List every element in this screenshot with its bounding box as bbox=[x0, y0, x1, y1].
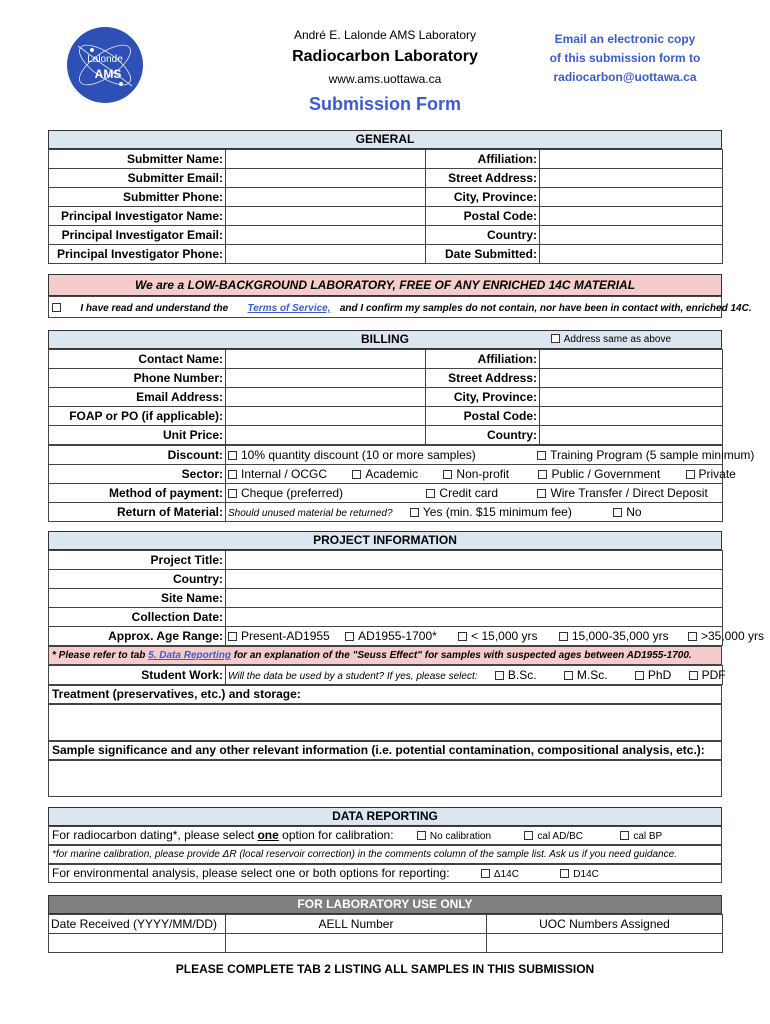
table-row bbox=[49, 570, 723, 589]
project-country-label: Country: bbox=[49, 570, 226, 589]
age-15000-35000-label: 15,000-35,000 yrs bbox=[571, 629, 669, 643]
logo-text-bottom: AMS bbox=[94, 67, 122, 81]
table-row bbox=[49, 369, 723, 388]
same-as-above-option[interactable] bbox=[551, 331, 671, 348]
street-address-field[interactable] bbox=[540, 169, 723, 188]
table-row bbox=[49, 426, 723, 445]
table-row bbox=[49, 666, 723, 685]
table-row bbox=[49, 388, 723, 407]
return-yes-checkbox[interactable] bbox=[410, 508, 419, 517]
calib-bp-checkbox[interactable] bbox=[620, 831, 629, 840]
table-row bbox=[49, 350, 723, 369]
billing-section bbox=[48, 330, 755, 522]
billing-options-table bbox=[48, 445, 755, 522]
project-title-field[interactable] bbox=[226, 551, 723, 570]
payment-wire-label: Wire Transfer / Direct Deposit bbox=[550, 486, 708, 500]
payment-cheque-checkbox[interactable] bbox=[228, 489, 237, 498]
student-table bbox=[48, 665, 726, 685]
affiliation-label: Affiliation: bbox=[426, 150, 540, 169]
lab-url[interactable]: www.ams.uottawa.ca bbox=[328, 72, 442, 86]
street-address-label: Street Address: bbox=[426, 169, 540, 188]
email-address-label: Email Address: bbox=[49, 388, 226, 407]
age-gt-35000-label: >35,000 yrs bbox=[700, 629, 764, 643]
project-title-label: Project Title: bbox=[49, 551, 226, 570]
env-d14c-label: D14C bbox=[573, 869, 599, 880]
table-row bbox=[49, 150, 723, 169]
sector-internal-checkbox[interactable] bbox=[228, 470, 237, 479]
discount-label: Discount: bbox=[49, 446, 226, 465]
seuss-note-b: for an explanation of the "Seuss Effect" for samples with suspected ages between AD1955-1700. bbox=[233, 650, 692, 661]
project-table bbox=[48, 550, 764, 646]
billing-city-label: City, Province: bbox=[426, 388, 540, 407]
table-row bbox=[49, 608, 723, 627]
date-submitted-label: Date Submitted: bbox=[426, 245, 540, 264]
sector-private-checkbox[interactable] bbox=[686, 470, 695, 479]
collection-date-label: Collection Date: bbox=[49, 608, 226, 627]
return-material-label: Return of Material: bbox=[49, 503, 226, 522]
table-row bbox=[49, 589, 723, 608]
age-1955-1700-label: AD1955-1700* bbox=[358, 629, 437, 643]
date-received-field[interactable] bbox=[49, 934, 226, 953]
treatment-field[interactable] bbox=[48, 704, 722, 741]
payment-cheque-label: Cheque (preferred) bbox=[241, 486, 344, 500]
agree-row bbox=[48, 296, 752, 318]
sector-public-label: Public / Government bbox=[551, 467, 661, 481]
table-row bbox=[49, 446, 723, 465]
billing-affiliation-label: Affiliation: bbox=[426, 350, 540, 369]
submitter-name-label: Submitter Name: bbox=[49, 150, 226, 169]
submitter-phone-label: Submitter Phone: bbox=[49, 188, 226, 207]
calib-adbc-label: cal AD/BC bbox=[537, 831, 583, 842]
low-background-section bbox=[48, 274, 752, 318]
table-row bbox=[49, 627, 723, 646]
project-country-field[interactable] bbox=[226, 570, 723, 589]
age-range-label: Approx. Age Range: bbox=[49, 627, 226, 646]
billing-street-label: Street Address: bbox=[426, 369, 540, 388]
env-d14c-checkbox[interactable] bbox=[560, 869, 569, 878]
sector-options bbox=[226, 465, 736, 484]
agree-checkbox[interactable] bbox=[52, 303, 61, 312]
student-bsc-label: B.Sc. bbox=[507, 668, 537, 682]
table-row bbox=[49, 934, 723, 953]
calib-text-b: option for calibration: bbox=[282, 828, 394, 842]
payment-method-label: Method of payment: bbox=[49, 484, 226, 503]
age-present-label: Present-AD1955 bbox=[241, 629, 330, 643]
same-as-above-label: Address same as above bbox=[563, 334, 671, 345]
unit-price-field[interactable] bbox=[226, 426, 426, 445]
return-no-checkbox[interactable] bbox=[613, 508, 622, 517]
sector-public-checkbox[interactable] bbox=[538, 470, 547, 479]
data-reporting-link[interactable]: 5. Data Reporting bbox=[148, 650, 231, 661]
email-address-field[interactable] bbox=[226, 388, 426, 407]
sector-nonprofit-checkbox[interactable] bbox=[443, 470, 452, 479]
submitter-name-field[interactable] bbox=[226, 150, 426, 169]
form-title: Submission Form bbox=[308, 94, 461, 114]
affiliation-field[interactable] bbox=[540, 150, 723, 169]
table-row bbox=[49, 551, 723, 570]
phone-number-field[interactable] bbox=[226, 369, 426, 388]
treatment-label: Treatment (preservatives, etc.) and storage: bbox=[48, 685, 722, 704]
calib-text-a: For radiocarbon dating*, please select bbox=[52, 828, 255, 842]
discount-10pct-label: 10% quantity discount (10 or more samples) bbox=[241, 448, 476, 462]
date-submitted-field[interactable] bbox=[540, 245, 723, 264]
header-center bbox=[250, 28, 520, 115]
pi-name-label: Principal Investigator Name: bbox=[49, 207, 226, 226]
table-row bbox=[49, 169, 723, 188]
table-row bbox=[49, 188, 723, 207]
return-question: Should unused material be returned? bbox=[228, 508, 393, 519]
calib-bp-option[interactable] bbox=[620, 831, 662, 842]
table-row bbox=[49, 407, 723, 426]
general-table bbox=[48, 149, 723, 264]
student-phd-checkbox[interactable] bbox=[635, 671, 644, 680]
student-phd-label: PhD bbox=[647, 668, 672, 682]
low-background-heading: We are a LOW-BACKGROUND LABORATORY, FREE OF ANY ENRICHED 14C MATERIAL bbox=[48, 274, 722, 296]
seuss-note bbox=[48, 646, 722, 665]
email-note-line1: Email an electronic copy bbox=[554, 32, 696, 46]
payment-credit-checkbox[interactable] bbox=[426, 489, 435, 498]
pi-phone-label: Principal Investigator Phone: bbox=[49, 245, 226, 264]
discount-10pct-checkbox[interactable] bbox=[228, 451, 237, 460]
student-options bbox=[226, 666, 726, 685]
billing-heading: BILLING bbox=[361, 332, 409, 346]
city-province-label: City, Province: bbox=[426, 188, 540, 207]
country-label: Country: bbox=[426, 226, 540, 245]
billing-postal-field[interactable] bbox=[540, 407, 723, 426]
lab-name: André E. Lalonde AMS Laboratory bbox=[293, 28, 477, 42]
site-name-field[interactable] bbox=[226, 589, 723, 608]
table-row bbox=[49, 207, 723, 226]
billing-country-label: Country: bbox=[426, 426, 540, 445]
table-row bbox=[49, 484, 723, 503]
env-delta-label: Δ14C bbox=[493, 869, 519, 880]
payment-credit-label: Credit card bbox=[439, 486, 499, 500]
calib-bp-label: cal BP bbox=[633, 831, 663, 842]
uoc-numbers-header: UOC Numbers Assigned bbox=[487, 915, 723, 934]
age-present-checkbox[interactable] bbox=[228, 632, 237, 641]
marine-note: *for marine calibration, please provide ΔR (local reservoir correction) in the comments column of the sample list. Ask us if you need guidance. bbox=[48, 845, 722, 864]
footer-instruction: PLEASE COMPLETE TAB 2 LISTING ALL SAMPLES IN THIS SUBMISSION bbox=[175, 962, 595, 976]
training-program-checkbox[interactable] bbox=[537, 451, 546, 460]
seuss-note-a: * Please refer to tab bbox=[52, 650, 146, 661]
aell-number-field[interactable] bbox=[226, 934, 487, 953]
lalonde-ams-logo bbox=[66, 26, 144, 104]
billing-affiliation-field[interactable] bbox=[540, 350, 723, 369]
lab-sub: Radiocarbon Laboratory bbox=[292, 48, 478, 65]
billing-postal-label: Postal Code: bbox=[426, 407, 540, 426]
contact-name-field[interactable] bbox=[226, 350, 426, 369]
pi-email-label: Principal Investigator Email: bbox=[49, 226, 226, 245]
sector-private-label: Private bbox=[698, 467, 736, 481]
same-as-above-checkbox[interactable] bbox=[551, 334, 560, 343]
uoc-numbers-field[interactable] bbox=[487, 934, 723, 953]
submitter-phone-field[interactable] bbox=[226, 188, 426, 207]
agree-text-a: I have read and understand the bbox=[80, 303, 229, 314]
age-gt-35000-checkbox[interactable] bbox=[688, 632, 697, 641]
student-work-label: Student Work: bbox=[49, 666, 226, 685]
terms-of-service-link[interactable]: Terms of Service, bbox=[247, 303, 331, 314]
student-bsc-checkbox[interactable] bbox=[495, 671, 504, 680]
sector-internal-label: Internal / OCGC bbox=[241, 467, 328, 481]
site-name-label: Site Name: bbox=[49, 589, 226, 608]
sector-academic-checkbox[interactable] bbox=[352, 470, 361, 479]
project-heading: PROJECT INFORMATION bbox=[48, 531, 722, 550]
logo-text-top: Lalonde bbox=[87, 54, 123, 65]
lab-use-section bbox=[48, 895, 722, 953]
collection-date-field[interactable] bbox=[226, 608, 723, 627]
significance-field[interactable] bbox=[48, 760, 722, 797]
student-question: Will the data be used by a student? If yes, please select: bbox=[228, 671, 478, 682]
calib-text-one: one bbox=[257, 828, 279, 842]
table-row bbox=[49, 226, 723, 245]
sector-academic-label: Academic bbox=[365, 467, 419, 481]
table-row bbox=[49, 503, 723, 522]
table-row bbox=[49, 465, 723, 484]
postal-code-field[interactable] bbox=[540, 207, 723, 226]
calibration-row bbox=[48, 826, 722, 845]
env-d14c-option[interactable] bbox=[560, 869, 599, 880]
age-15000-35000-checkbox[interactable] bbox=[559, 632, 568, 641]
calib-none-label: No calibration bbox=[429, 831, 492, 842]
general-heading: GENERAL bbox=[48, 130, 722, 149]
pi-phone-field[interactable] bbox=[226, 245, 426, 264]
payment-options bbox=[226, 484, 723, 503]
calib-none-checkbox[interactable] bbox=[417, 831, 426, 840]
table-row bbox=[49, 245, 723, 264]
env-delta-option[interactable] bbox=[481, 869, 519, 880]
lab-use-heading: FOR LABORATORY USE ONLY bbox=[48, 895, 722, 914]
billing-street-field[interactable] bbox=[540, 369, 723, 388]
student-msc-label: M.Sc. bbox=[576, 668, 608, 682]
billing-city-field[interactable] bbox=[540, 388, 723, 407]
return-yes-label: Yes (min. $15 minimum fee) bbox=[422, 505, 572, 519]
general-section bbox=[48, 130, 722, 264]
calib-adbc-option[interactable] bbox=[524, 831, 583, 842]
env-delta-checkbox[interactable] bbox=[481, 869, 490, 878]
postal-code-label: Postal Code: bbox=[426, 207, 540, 226]
aell-number-header: AELL Number bbox=[226, 915, 487, 934]
billing-band bbox=[48, 330, 722, 349]
country-field[interactable] bbox=[540, 226, 723, 245]
lab-use-table bbox=[48, 914, 723, 953]
training-program-label: Training Program (5 sample minimum) bbox=[550, 448, 755, 462]
unit-price-label: Unit Price: bbox=[49, 426, 226, 445]
student-pdf-label: PDF bbox=[701, 668, 726, 682]
age-lt-15000-label: < 15,000 yrs bbox=[471, 629, 538, 643]
calib-none-option[interactable] bbox=[417, 831, 491, 842]
significance-label: Sample significance and any other relevant information (i.e. potential contamination, compositional analysis, etc.): bbox=[48, 741, 722, 760]
age-range-options bbox=[226, 627, 764, 646]
submitter-email-field[interactable] bbox=[226, 169, 426, 188]
return-options bbox=[226, 503, 723, 522]
pi-email-field[interactable] bbox=[226, 226, 426, 245]
student-pdf-checkbox[interactable] bbox=[689, 671, 698, 680]
env-label: For environmental analysis, please select one or both options for reporting: bbox=[52, 866, 450, 880]
table-row bbox=[49, 915, 723, 934]
contact-name-label: Contact Name: bbox=[49, 350, 226, 369]
project-section bbox=[48, 531, 764, 797]
foap-po-label: FOAP or PO (if applicable): bbox=[49, 407, 226, 426]
email-note-line2: of this submission form to bbox=[549, 51, 701, 65]
foap-po-field[interactable] bbox=[226, 407, 426, 426]
age-lt-15000-checkbox[interactable] bbox=[458, 632, 467, 641]
email-note-address[interactable]: radiocarbon@uottawa.ca bbox=[553, 70, 697, 84]
submitter-email-label: Submitter Email: bbox=[49, 169, 226, 188]
city-province-field[interactable] bbox=[540, 188, 723, 207]
pi-name-field[interactable] bbox=[226, 207, 426, 226]
date-received-header: Date Received (YYYY/MM/DD) bbox=[49, 915, 226, 934]
age-1955-1700-checkbox[interactable] bbox=[345, 632, 354, 641]
data-reporting-heading: DATA REPORTING bbox=[48, 807, 722, 826]
email-note bbox=[535, 30, 715, 87]
payment-wire-checkbox[interactable] bbox=[537, 489, 546, 498]
environmental-row bbox=[48, 864, 722, 883]
calib-adbc-checkbox[interactable] bbox=[524, 831, 533, 840]
sector-label: Sector: bbox=[49, 465, 226, 484]
data-reporting-section bbox=[48, 807, 722, 883]
return-no-label: No bbox=[626, 505, 642, 519]
phone-number-label: Phone Number: bbox=[49, 369, 226, 388]
student-msc-checkbox[interactable] bbox=[564, 671, 573, 680]
billing-table bbox=[48, 349, 723, 445]
agree-text-b: and I confirm my samples do not contain, nor have been in contact with, enriched 14C. bbox=[339, 303, 752, 314]
sector-nonprofit-label: Non-profit bbox=[456, 467, 510, 481]
discount-options bbox=[226, 446, 755, 465]
billing-country-field[interactable] bbox=[540, 426, 723, 445]
